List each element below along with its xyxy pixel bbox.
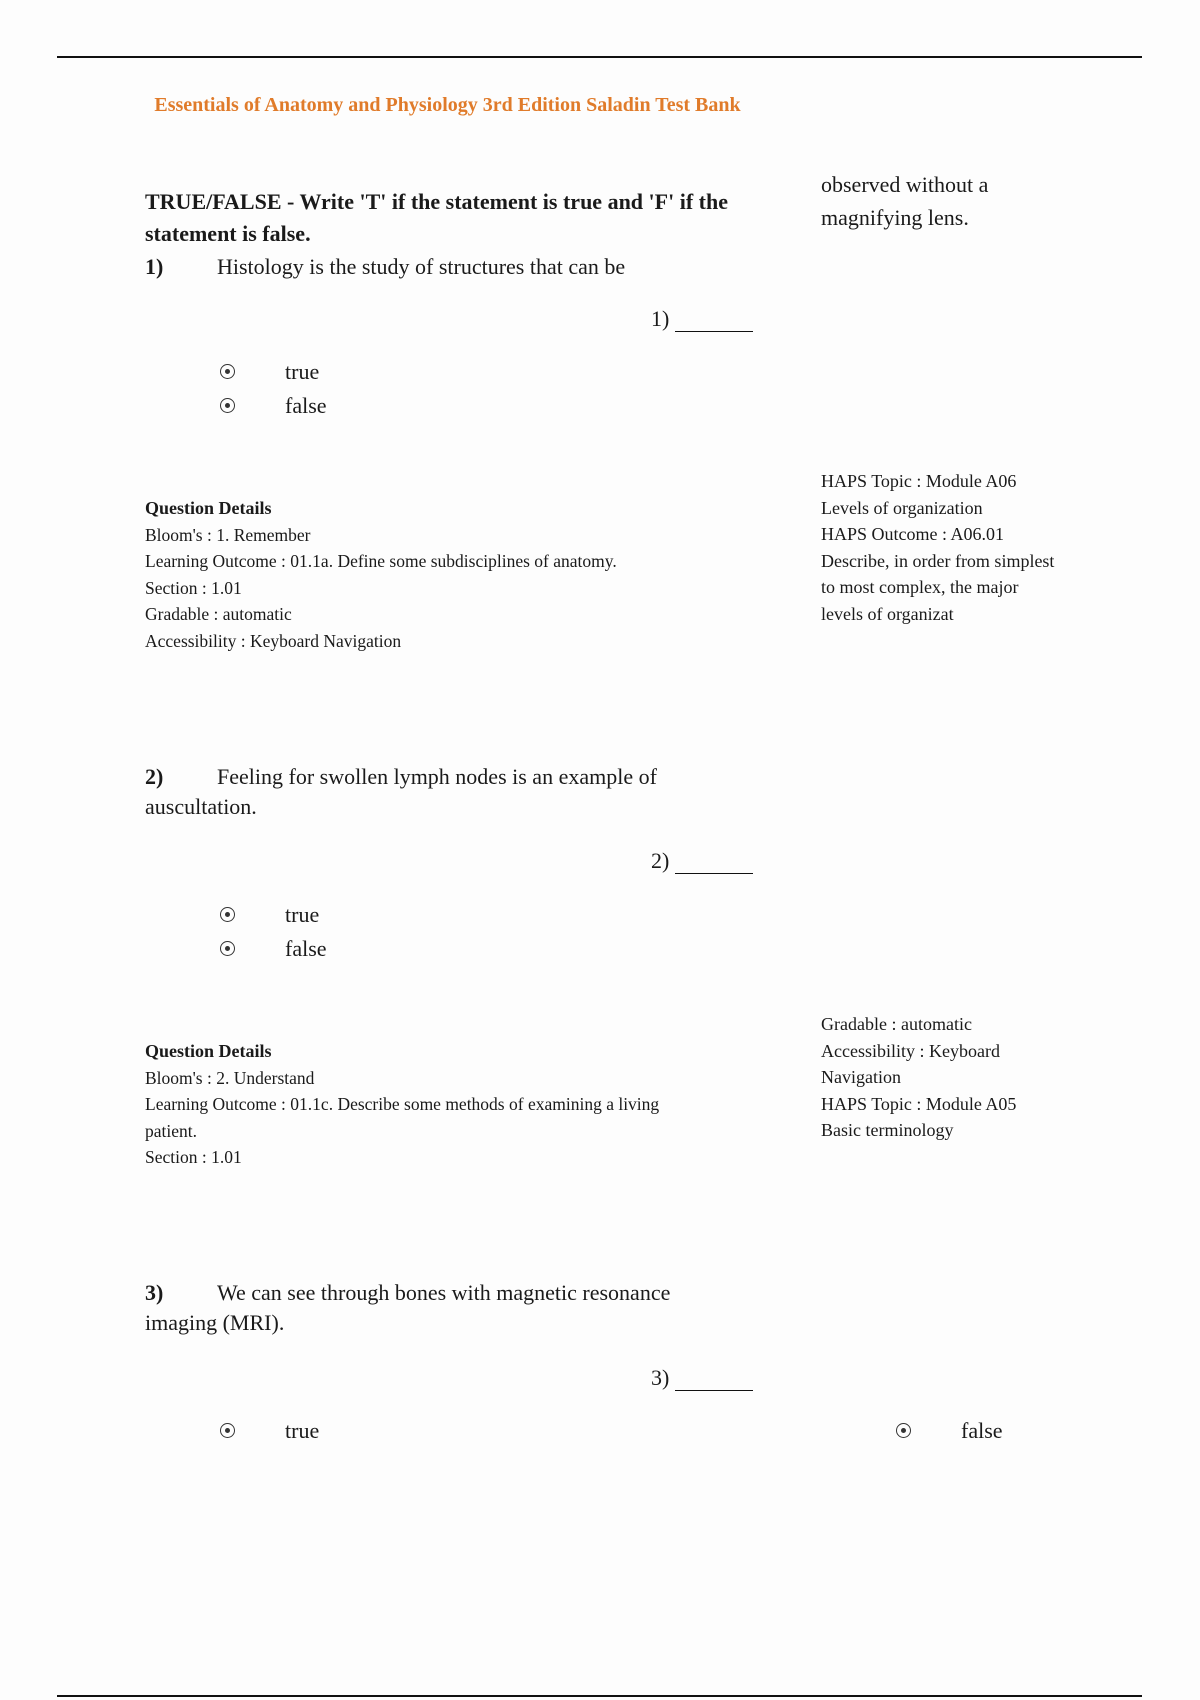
- blank-label: 2): [651, 848, 670, 873]
- details-heading: Question Details: [145, 498, 272, 518]
- option-true-1[interactable]: [220, 359, 319, 385]
- detail-line: Section : 1.01: [145, 577, 242, 598]
- option-true-2[interactable]: [220, 902, 319, 928]
- blank-line[interactable]: [675, 853, 753, 874]
- question-1-text-continued: observed without a magnifying lens.: [821, 172, 989, 230]
- details-heading: Question Details: [145, 1041, 272, 1061]
- side-detail-line: to most complex, the major: [821, 577, 1019, 597]
- side-detail-line: Basic terminology: [821, 1120, 954, 1140]
- detail-line: Section : 1.01: [145, 1147, 242, 1167]
- radio-icon[interactable]: [220, 907, 235, 922]
- option-label: false: [285, 393, 327, 418]
- answer-blank-1[interactable]: [651, 306, 753, 332]
- side-detail-line: Describe, in order from simplest: [821, 550, 1055, 571]
- document-title: Essentials of Anatomy and Physiology 3rd Edition Saladin Test Bank: [154, 94, 741, 116]
- option-label: true: [285, 1418, 320, 1443]
- blank-line[interactable]: [675, 1370, 753, 1391]
- detail-line: Bloom's : 2. Understand: [145, 1067, 315, 1088]
- question-number: 2): [145, 764, 164, 789]
- radio-icon[interactable]: [220, 364, 235, 379]
- radio-icon[interactable]: [220, 941, 235, 956]
- question-text: We can see through bones with magnetic resonance imaging (MRI).: [145, 1280, 671, 1335]
- side-detail-line: Navigation: [821, 1067, 901, 1087]
- option-false-1[interactable]: [220, 393, 327, 419]
- question-2: [145, 762, 745, 822]
- detail-line: patient.: [145, 1120, 197, 1141]
- option-label: false: [961, 1418, 1003, 1443]
- option-false-3[interactable]: [896, 1418, 1003, 1444]
- side-detail-line: HAPS Topic : Module A05: [821, 1093, 1017, 1114]
- question-text: Histology is the study of structures that can be: [217, 254, 626, 279]
- option-label: false: [285, 936, 327, 961]
- side-detail-line: HAPS Outcome : A06.01: [821, 524, 1005, 544]
- blank-line[interactable]: [675, 311, 753, 332]
- question-text: Feeling for swollen lymph nodes is an example of auscultation.: [145, 764, 657, 819]
- question-details-2: [145, 1038, 765, 1171]
- side-details-1: [821, 468, 1121, 627]
- detail-line: Learning Outcome : 01.1a. Define some subdisciplines of anatomy.: [145, 551, 617, 571]
- option-false-2[interactable]: [220, 936, 327, 962]
- answer-blank-2[interactable]: [651, 848, 753, 874]
- top-rule: [57, 56, 1142, 58]
- side-detail-line: HAPS Topic : Module A06: [821, 471, 1017, 491]
- side-detail-line: levels of organizat: [821, 603, 954, 624]
- radio-icon[interactable]: [220, 1423, 235, 1438]
- option-label: true: [285, 902, 320, 927]
- blank-label: 3): [651, 1365, 670, 1390]
- option-true-3[interactable]: [220, 1418, 319, 1444]
- radio-icon[interactable]: [896, 1423, 911, 1438]
- question-details-1: [145, 495, 765, 654]
- answer-blank-3[interactable]: [651, 1365, 753, 1391]
- bottom-rule: [57, 1695, 1142, 1697]
- question-3: [145, 1278, 745, 1338]
- side-detail-line: Accessibility : Keyboard: [821, 1040, 1000, 1061]
- side-detail-line: Levels of organization: [821, 497, 983, 518]
- side-details-2: [821, 1011, 1121, 1144]
- question-number: 1): [145, 254, 164, 279]
- side-detail-line: Gradable : automatic: [821, 1014, 972, 1034]
- blank-label: 1): [651, 306, 670, 331]
- detail-line: Gradable : automatic: [145, 604, 292, 624]
- question-1: [145, 252, 765, 282]
- radio-icon[interactable]: [220, 398, 235, 413]
- detail-line: Bloom's : 1. Remember: [145, 524, 311, 545]
- question-number: 3): [145, 1280, 164, 1305]
- detail-line: Learning Outcome : 01.1c. Describe some methods of examining a living: [145, 1094, 660, 1114]
- instructions: TRUE/FALSE - Write 'T' if the statement is true and 'F' if the statement is false.: [145, 189, 728, 246]
- detail-line: Accessibility : Keyboard Navigation: [145, 630, 402, 651]
- option-label: true: [285, 359, 320, 384]
